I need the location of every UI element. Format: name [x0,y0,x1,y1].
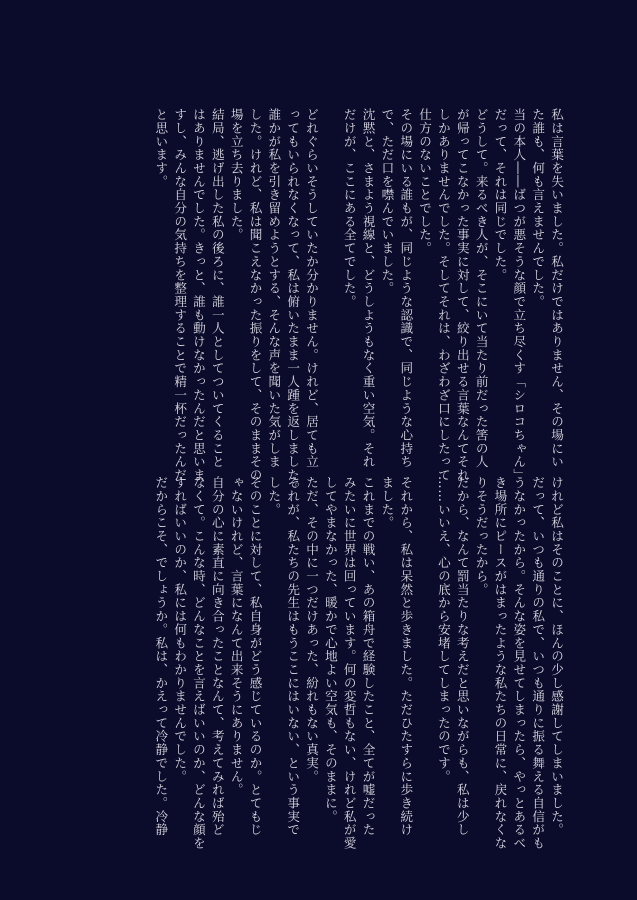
text-line: それが、私たちの先生はもうここにはいない、という事実で [285,476,301,837]
text-line: してやまなかった、暖かで心地よい空気も、そのままに。 [322,476,338,824]
text-line: その場にいる誰もが、同じような認識で、同じような心持ち [398,108,414,469]
text-line: すし、みんな自分の気持ちを整理することで精一杯だったんだ [172,108,188,482]
text-line: だから、なんて罰当たりな考えだと思いながらも、私は少し [454,476,470,837]
text-line: ました。 [379,476,395,530]
text-block-upper [150,108,565,496]
text-line: どうして。来るべき人が、そこにいて当たり前だった筈の人 [473,108,489,469]
text-line: これまでの戦い、あの箱舟で経験したこと、全てが嘘だった [360,476,376,837]
text-line: 当の本人――ばつが悪そうな顔で立ち尽くす「シロコちゃん」 [511,108,527,482]
text-line: 沈黙と、さまよう視線と、どうしようもなく重い空気。それ [360,108,376,469]
text-line: みたいに世界は回っています。何の変哲もない、けれど私が愛 [341,476,357,850]
text-line: き場所にピースがはまったような私たちの日常に、戻れなくな [492,476,508,850]
text-line: だって、それは同じでした。 [492,108,508,282]
text-line: と思います。 [153,108,169,189]
text-line: そのことに対して、私自身がどう感じているのか。とてもじ [247,476,263,837]
text-line: だって、いつも通りの私で、いつも通りに振る舞える自信がも [530,476,546,850]
text-line: だけが、ここにある全てでした。 [341,108,357,309]
text-line: た誰も、何も言えませんでした。 [530,108,546,309]
text-line: 結局、逃げ出した私の後ろに、誰一人としてついてくること [209,108,225,469]
blank-line [414,476,433,806]
text-line: しかありませんでした。そしてそれは、わざわざ口にしたって [435,108,451,482]
text-line: で、ただ口を噤んでいました。 [379,108,395,295]
text-block-lower [150,476,565,850]
text-line: 誰かが私を引き留めようとする、そんな声を聞いた気がしま [266,108,282,469]
text-line: 仕方のないことでした。 [417,108,433,255]
text-line: けれど私はそのことに、ほんの少し感謝してしまいました。 [549,476,564,837]
text-line: が帰ってこなかった事実に対して、絞り出せる言葉なんてそれ [454,108,470,482]
text-line: ただ、その中に一つだけあった、紛れもない真実。 [304,476,320,784]
text-line: はありませんでした。きっと、誰も動けなかったんだと思いま [190,108,206,482]
text-line: りそうだったから。 [473,476,489,597]
text-line: した。 [266,476,282,517]
text-line: 私は言葉を失いました。私だけではありません、その場にい [549,108,564,469]
text-line: うなかったから。そんな姿を見せてしまったら、やっとあるべ [511,476,527,850]
text-line: ゃないけれど、言葉になんて出来そうにありません。 [228,476,244,797]
text-line: なくて。こんな時、どんなことを言えばいいのか、どんな顔を [190,476,206,850]
text-line: それから、私は呆然と歩きました。ただひたすらに歩き続け [398,476,414,837]
text-line: ってもいられなくなって、私は俯いたまま一人踵を返しました。 [285,108,301,496]
text-line: した。けれど、私は聞こえなかった振りをして、そのままその [247,108,263,482]
blank-line [320,108,339,458]
text-line: すればいいのか、私には何もわかりませんでした。 [172,476,188,784]
text-line: 場を立ち去りました。 [228,108,244,242]
text-line: 自分の心に素直に向き合ったことなんて、考えてみれば殆ど [209,476,225,837]
text-line: どれぐらいそうしていたか分かりません。けれど、居ても立 [304,108,320,469]
text-line: だからこそ、でしょうか。私は、かえって冷静でした。冷静 [153,476,169,837]
text-line: ……いいえ、心の底から安堵してしまったのです。 [435,476,451,784]
